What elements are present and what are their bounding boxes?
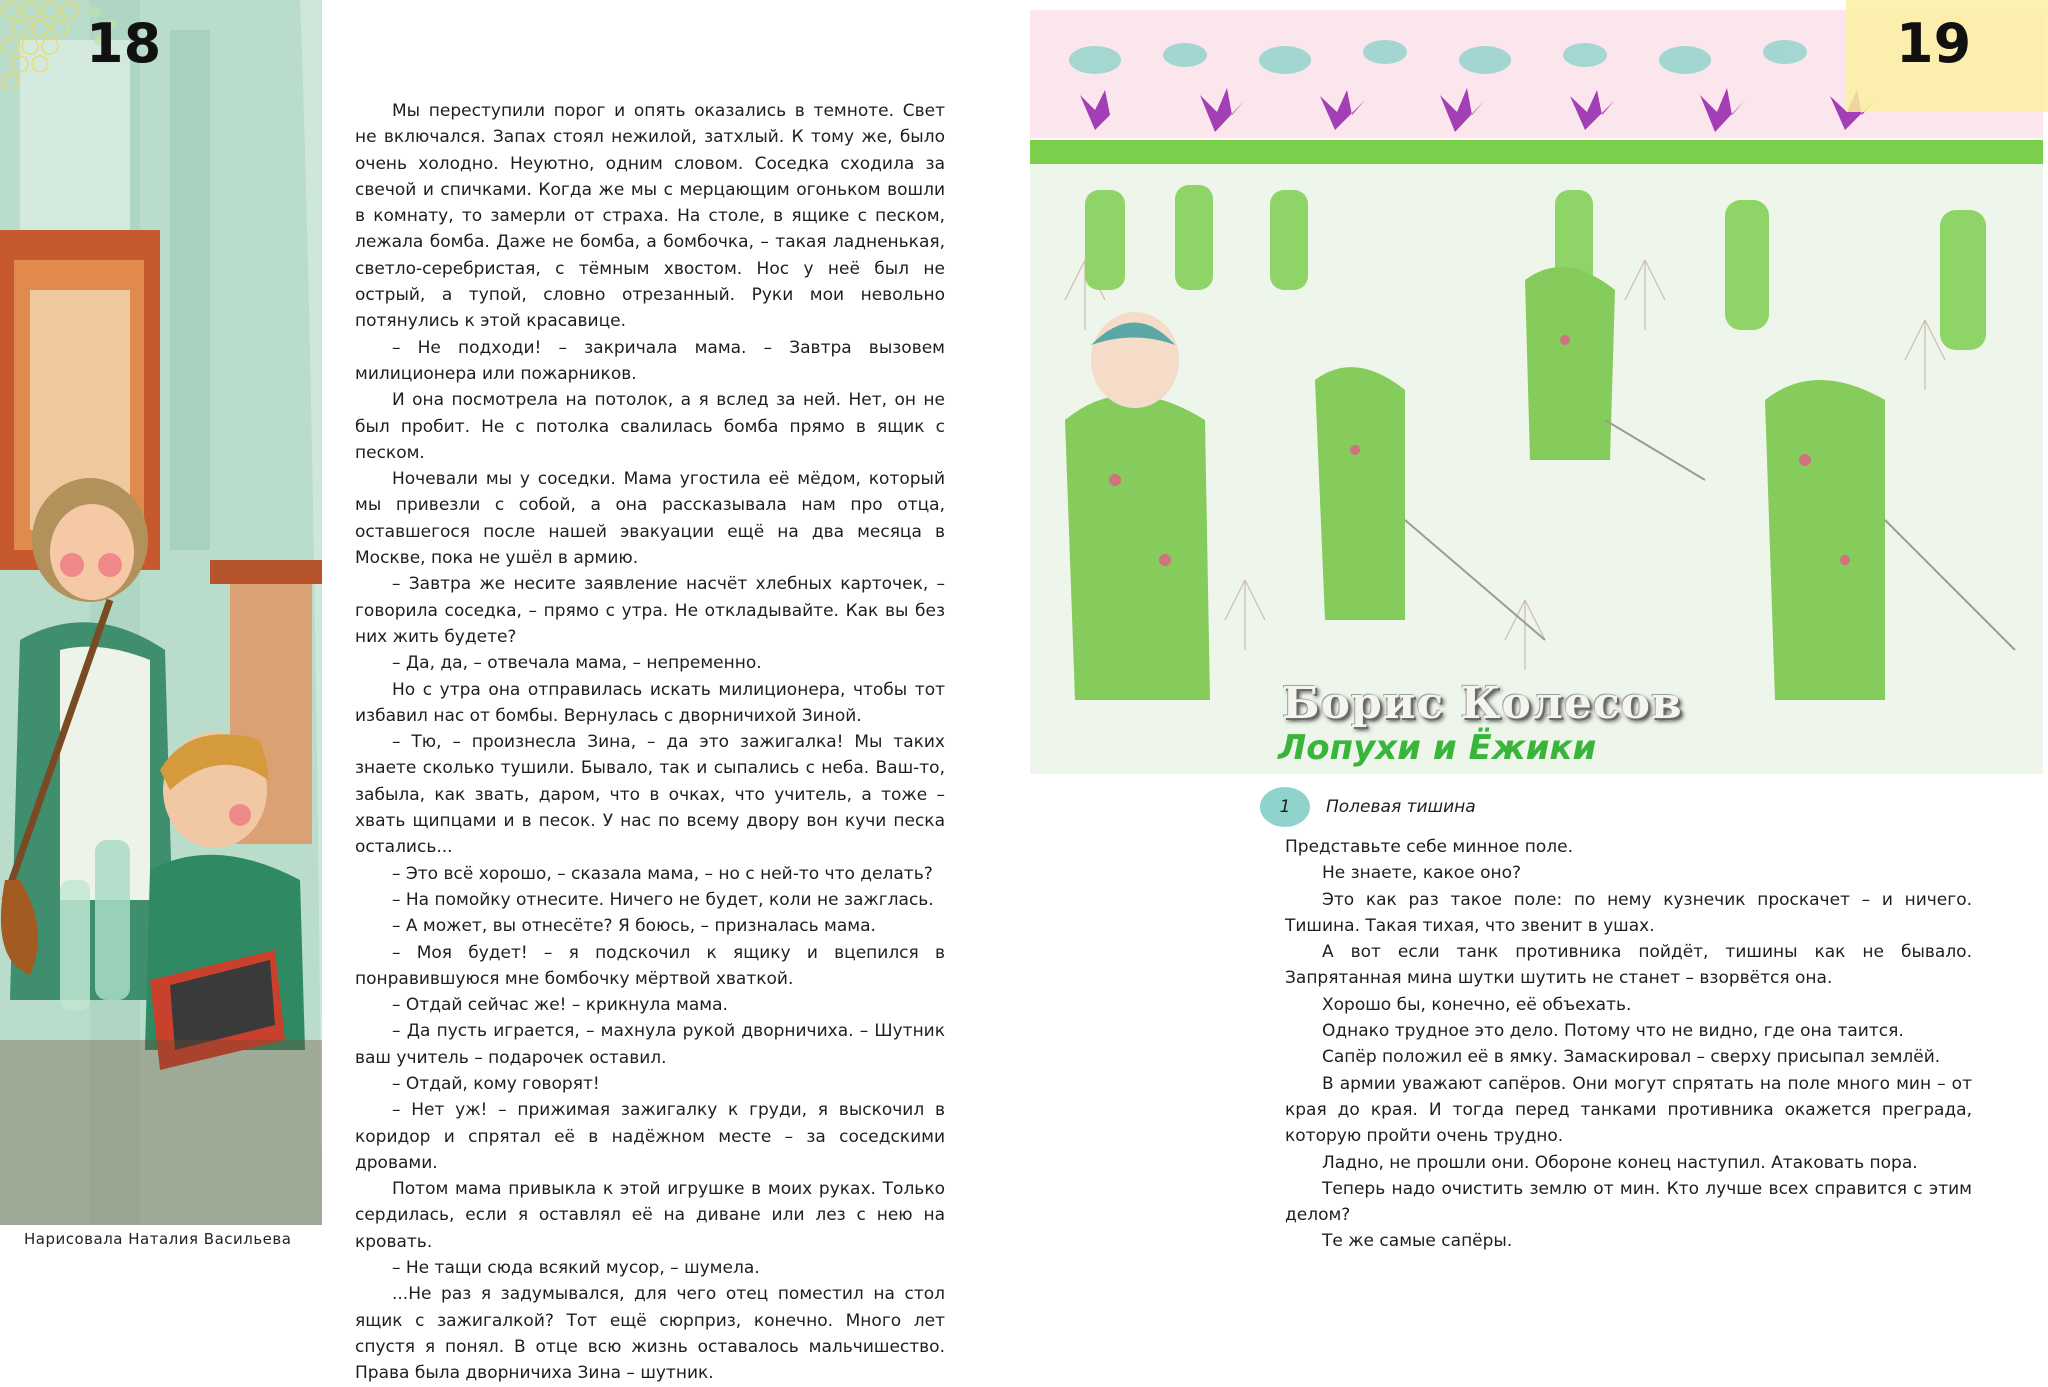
paragraph: Не знаете, какое оно? bbox=[1322, 863, 1522, 884]
paragraph: – Да пусть играется, – махнула рукой дворничиха. – Шутник ваш учитель – подарочек оставил. bbox=[355, 1021, 945, 1068]
story-text-left bbox=[355, 98, 945, 1387]
paragraph: – На помойку отнесите. Ничего не будет, коли не зажглась. bbox=[392, 889, 934, 910]
paragraph: – Отдай сейчас же! – крикнула мама. bbox=[392, 995, 728, 1016]
chapter-number-badge: 1 bbox=[1260, 787, 1310, 827]
paragraph: – Это всё хорошо, – сказала мама, – но с ней-то что делать? bbox=[392, 863, 933, 884]
paragraph: Но с утра она отправилась искать милиционера, чтобы тот избавил нас от бомбы. Вернулась с дворничихой Зиной. bbox=[355, 679, 945, 726]
illustration-caption: Нарисовала Наталия Васильева bbox=[24, 1230, 292, 1248]
paragraph: Ночевали мы у соседки. Мама угостила её мёдом, который мы привезли с собой, а она рассказывала нам про отца, оставшегося после нашей эвакуации ещё на два месяца в Москве, пока не ушёл в армию. bbox=[355, 469, 945, 569]
paragraph: Потом мама привыкла к этой игрушке в моих руках. Только сердилась, если я оставлял её на диване или лез с нею на кровать. bbox=[355, 1179, 945, 1252]
paragraph: Ладно, не прошли они. Обороне конец наступил. Атаковать пора. bbox=[1322, 1152, 1918, 1173]
illustration-sappers-minefield bbox=[1025, 0, 2048, 782]
page-number-left: 18 bbox=[86, 12, 162, 75]
paragraph: Теперь надо очистить землю от мин. Кто лучше всех справится с этим делом? bbox=[1285, 1178, 1972, 1226]
paragraph: – Да, да, – отвечала мама, – непременно. bbox=[392, 653, 762, 674]
book-title: Лопухи и Ёжики bbox=[1278, 728, 1597, 768]
paragraph: – А может, вы отнесёте? Я боюсь, – призналась мама. bbox=[392, 916, 876, 937]
paragraph: – Нет уж! – прижимая зажигалку к груди, я выскочил в коридор и спрятал её в надёжном месте – за соседскими дровами. bbox=[355, 1100, 945, 1173]
paragraph: В армии уважают сапёров. Они могут спрятать на поле много мин – от края до края. И тогда перед танками противника окажется преграда, которую пройти очень трудно. bbox=[1285, 1073, 1972, 1147]
story-text-right bbox=[1285, 834, 1972, 1255]
paragraph: – Моя будет! – я подскочил к ящику и вцепился в понравившуюся мне бомбочку мёртвой хваткой. bbox=[355, 942, 945, 989]
paragraph: Это как раз такое поле: по нему кузнечик проскачет – и ничего. Тишина. Такая тихая, что звенит в ушах. bbox=[1285, 889, 1972, 936]
paragraph: А вот если танк противника пойдёт, тишины как не бывало. Запрятанная мина шутки шутить не станет – взорвётся она. bbox=[1285, 942, 1972, 989]
author-name: Борис Колесов bbox=[1282, 678, 1683, 729]
paragraph: – Отдай, кому говорят! bbox=[392, 1073, 600, 1094]
chapter-heading bbox=[1260, 786, 1476, 828]
paragraph: Представьте себе минное поле. bbox=[1285, 837, 1574, 857]
paragraph: Однако трудное это дело. Потому что не видно, где она таится. bbox=[1322, 1021, 1904, 1042]
paragraph: – Не тащи сюда всякий мусор, – шумела. bbox=[392, 1258, 760, 1279]
page-number-right: 19 bbox=[1896, 12, 1972, 75]
paragraph: Мы переступили порог и опять оказались в темноте. Свет не включался. Запах стоял нежилой, затхлый. К тому же, было очень холодно. Неуютно, одним словом. Соседка сходила за свечой и спичками. Когда же мы с мерцающим огоньком вошли в комнату, то замерли от страха. На столе, в ящике с песком, лежала бомба. Даже не бомба, а бомбочка, – такая ладненькая, светло-серебристая, с тёмным хвостом. Нос у неё был не острый, а тупой, словно отрезанный. Руки мои невольно потянулись к этой красавице. bbox=[355, 101, 945, 332]
chapter-title: Полевая тишина bbox=[1326, 797, 1476, 817]
paragraph: ...Не раз я задумывался, для чего отец поместил на стол ящик с зажигалкой? Тот ещё сюрприз, конечно. Много лет спустя я понял. В отце всю жизнь оставалось мальчишество. Права была дворничиха Зина – шутник. bbox=[355, 1284, 945, 1384]
paragraph: – Тю, – произнесла Зина, – да это зажигалка! Мы таких знаете сколько тушили. Бывало, так и сыпались с неба. Ваш-то, забыла, как звать, даром, что в очках, что учитель, а тоже – хвать щипцами и в песок. У нас по всему двору вон кучи песка остались... bbox=[355, 732, 945, 858]
illustration-woman-and-boy bbox=[0, 0, 322, 1225]
paragraph: Те же самые сапёры. bbox=[1322, 1231, 1513, 1252]
paragraph: – Завтра же несите заявление насчёт хлебных карточек, – говорила соседка, – прямо с утра. Не откладывайте. Как вы без них жить будете? bbox=[355, 574, 945, 647]
paragraph: Сапёр положил её в ямку. Замаскировал – сверху присыпал землёй. bbox=[1322, 1047, 1941, 1068]
paragraph: И она посмотрела на потолок, а я вслед за ней. Нет, он не был пробит. Не с потолка свалилась бомба прямо в ящик с песком. bbox=[355, 390, 945, 463]
paragraph: Хорошо бы, конечно, её объехать. bbox=[1322, 994, 1632, 1015]
paragraph: – Не подходи! – закричала мама. – Завтра вызовем милиционера или пожарников. bbox=[355, 337, 945, 384]
